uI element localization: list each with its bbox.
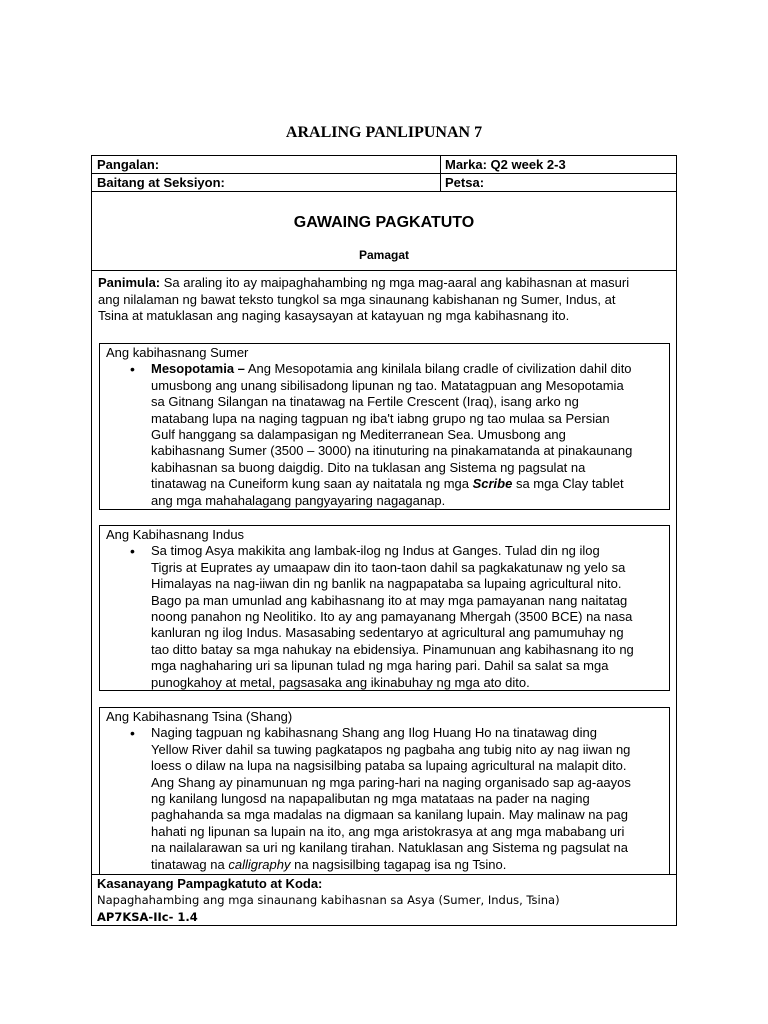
intro-text: ang nilalaman ng bawat teksto tungkol sa mga sinaunang kabishanan ng Sumer, Indus, at [98,291,616,307]
section-tsina [99,707,670,875]
intro-text: Tsina at matuklasan ang naging kasaysayan at katayuan ng mga kabihasnang ito. [98,308,570,323]
activity-subtitle: Pamagat [358,248,410,262]
body-line: na nailalarawan sa uri ng kanilang tirahan. Natuklasan ang Sistema ng pagsulat na [151,840,628,856]
body-line: na nagsisilbing tagapag isa ng Tsino. [290,856,507,872]
bullet-icon: • [130,361,135,378]
body-line: mga naghaharing uri sa lipunan tulad ng mga haring pari. Dahil sa salat sa mga [151,658,609,674]
body-line: punogkahoy at metal, pagsasaka ang ikinabuhay ng mga ato dito. [151,674,530,690]
body-line: paghahanda sa mga madalas na digmaan sa kanilang lupain. May malinaw na pag [151,807,628,823]
info-row-section [92,174,676,192]
body-line: noong panahon ng Neolitiko. Ito ay ang pamayanang Mhergah (3500 BCE) na nasa [151,609,633,625]
body-line: Gulf hanggang sa dalampasigan ng Mediterranean Sea. Umusbong ang [151,427,566,443]
column-divider [440,156,441,173]
lead-term: Mesopotamia – [151,361,245,377]
body-line: Naging tagpuan ng kabihasnang Shang ang Ilog Huang Ho na tinatawag ding [151,725,597,741]
body-line: sa mga Clay tablet [512,476,624,492]
body-line: ang mga mahahalagang pangyayaring nagaganap. [151,492,446,508]
section-title: Ang Kabihasnang Indus [106,527,245,542]
section-body [100,361,669,509]
competency-footer [92,874,676,925]
column-divider [440,174,441,191]
section-body [100,725,669,873]
section-indus [99,525,670,691]
worksheet-table [91,155,677,926]
body-line: Himalayas na nag-iiwan din ng banlik na nagpapataba sa lupaing agricultural nito. [151,576,622,592]
body-line: kanluran ng ilog Indus. Masasabing sedentaryo at agricultural ang pamumuhay ng [151,625,624,641]
introduction [92,271,676,325]
body-line: umusbong ang unang sibilisadong lipunan ng tao. Matatagpuan ang Mesopotamia [151,377,624,393]
body-line: sa Gitnang Silangan na tinatawag na Fertile Crescent (Iraq), isang arko ng [151,394,579,410]
section-sumer [99,343,670,510]
section-title: Ang Kabihasnang Tsina (Shang) [106,709,293,724]
body-line: Bago pa man umunlad ang kabihasnang ito at may mga pamayanan nang naitatag [151,592,628,608]
competency-label: Kasanayang Pampagkatuto at Koda: [97,876,323,891]
info-row-name [92,156,676,174]
name-label: Pangalan: [97,157,160,172]
competency-code: AP7KSA-IIc- 1.4 [97,910,198,924]
section-body [100,543,669,691]
body-line: hahati ng lipunan sa lupain na ito, ang mga aristokrasya at ang mga mababang uri [151,823,625,839]
body-line: tinatawag na Cuneiform kung saan ay naitatala ng mga [151,476,473,492]
grade-label: Marka: Q2 week 2-3 [445,157,566,172]
bullet-icon: • [130,543,135,560]
page-title: ARALING PANLIPUNAN 7 [285,124,483,141]
competency-description: Napaghahambing ang mga sinaunang kabihasnan sa Asya (Sumer, Indus, Tsina) [97,893,560,907]
body-line: loess o dilaw na lupa na nagsisilbing pataba sa lupaing agricultural na malapit dito. [151,758,627,774]
body-line: matabang lupa na naging tagpuan ng iba't iabng grupo ng tao mulaa sa Persian [151,410,610,426]
section-label: Baitang at Seksiyon: [97,175,225,190]
italic-term: calligraphy [228,856,291,872]
body-line: kabihasnan sa buong daigdig. Dito na tuklasan ang Sistema ng pagsulat na [151,459,586,475]
body-line: Sa timog Asya makikita ang lambak-ilog ng Indus at Ganges. Tulad din ng ilog [151,543,600,559]
body-line: Ang Shang ay pinamunuan ng mga paring-hari na naging organisado sap ag-aayos [151,774,631,790]
date-label: Petsa: [445,175,485,190]
emphasis-term: Scribe [472,476,513,492]
activity-heading [92,192,676,271]
body-line: ng kanilang lungosd na napapalibutan ng mga matataas na pader na naging [151,791,590,807]
bullet-icon: • [130,725,135,742]
body-line: Tigris at Euprates ay umaapaw din ito taon-taon dahil sa pagkakatunaw ng yelo sa [151,559,626,575]
section-title: Ang kabihasnang Sumer [106,345,249,360]
body-line: kabihasnang Sumer (3500 – 3000) na itinuturing na pinakamatanda at pinakaunang [151,443,633,459]
body-line: Ang Mesopotamia ang kinilala bilang cradle of civilization dahil dito [244,361,632,377]
body-line: tao ditto batay sa mga nahukay na ebidensiya. Pinamunuan ang kabihasnang ito ng [151,641,634,657]
body-line: tinatawag na [151,856,229,872]
body-line: Yellow River dahil sa tuwing pagkatapos ng pagbaha ang tubig nito ay nag iiwan ng [151,741,631,757]
activity-title: GAWAING PAGKATUTO [293,214,475,231]
intro-label: Panimula: [98,275,161,290]
intro-text: Sa araling ito ay maipaghahambing ng mga mag-aaral ang kabihasnan at masuri [160,275,630,290]
